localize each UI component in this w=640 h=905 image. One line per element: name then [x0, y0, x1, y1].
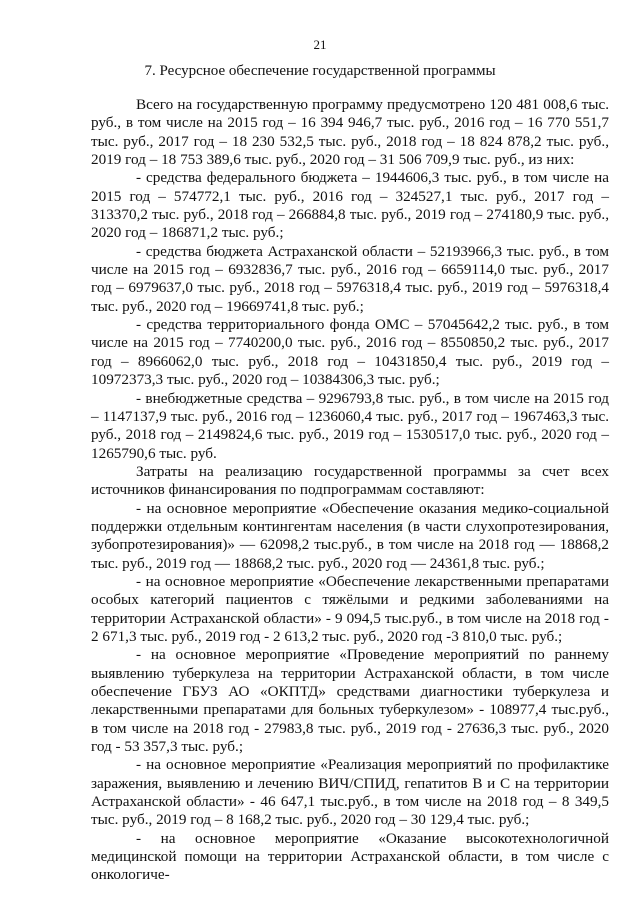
paragraph-extrabudgetary: - внебюджетные средства – 9296793,8 тыс. руб., в том числе на 2015 год – 1147137,9 тыс. руб., 2016 год – 1236060,4 тыс. руб., 2017 год – 1967463,3 тыс. руб., 2018 год – 2149824,6 тыс. руб., 2019 год – 1530517,0 тыс. руб., 2020 год – 1265790,6 тыс. руб.	[91, 389, 609, 462]
paragraph-rare-diseases: - на основное мероприятие «Обеспечение лекарственными препаратами особых категорий пациентов с тяжёлыми и редкими заболеваниями на территории Астраханской области» - 9 094,5 тыс.руб., в том числе на 2018 год - 2 671,3 тыс. руб., 2019 год - 2 613,2 тыс. руб., 2020 год -3 810,0 тыс. руб.;	[91, 572, 609, 645]
page-number: 21	[313, 37, 327, 52]
paragraph-oms-fund: - средства территориального фонда ОМС – 57045642,2 тыс. руб., в том числе на 2015 год – 7740200,0 тыс. руб., 2016 год – 8550850,2 тыс. руб., 2017 год – 8966062,0 тыс. руб., 2018 год – 10431850,4 тыс. руб., 2019 год – 10972373,3 тыс. руб., 2020 год – 10384306,3 тыс. руб.;	[91, 316, 609, 389]
paragraph-hearing-dental: - на основное мероприятие «Обеспечение оказания медико-социальной поддержки отдельным контингентам населения (в части слухопротезирования, зубопротезирования)» — 62098,2 тыс.руб., в том числе на 2018 год — 18868,2 тыс. руб., 2019 год — 18868,2 тыс. руб., 2020 год — 24361,8 тыс. руб.;	[91, 499, 609, 572]
paragraph-federal-budget: - средства федерального бюджета – 1944606,3 тыс. руб., в том числе на 2015 год – 574772,1 тыс. руб., 2016 год – 324527,1 тыс. руб., 2017 год – 313370,2 тыс. руб., 2018 год – 266884,8 тыс. руб., 2019 год – 274180,9 тыс. руб., 2020 год – 186871,2 тыс. руб.;	[91, 169, 609, 242]
paragraph-high-tech-care: - на основное мероприятие «Оказание высокотехнологичной медицинской помощи на территории Астраханской области, в том числе с онкологиче-	[91, 829, 609, 884]
paragraph-total-funding: Всего на государственную программу предусмотрено 120 481 008,6 тыс. руб., в том числе на 2015 год – 16 394 946,7 тыс. руб., 2016 год – 16 770 551,7 тыс. руб., 2017 год – 18 230 532,5 тыс. руб., 2018 год – 18 824 878,2 тыс. руб., 2019 год – 18 753 389,6 тыс. руб., 2020 год – 31 506 709,9 тыс. руб., из них:	[91, 96, 609, 169]
document-body	[91, 96, 609, 885]
paragraph-regional-budget: - средства бюджета Астраханской области – 52193966,3 тыс. руб., в том числе на 2015 год – 6932836,7 тыс. руб., 2016 год – 6659114,0 тыс. руб., 2017 год – 6979637,0 тыс. руб., 2018 год – 5976318,4 тыс. руб., 2019 год – 5976318,4 тыс. руб., 2020 год – 19669741,8 тыс. руб.;	[91, 242, 609, 315]
paragraph-costs-intro: Затраты на реализацию государственной программы за счет всех источников финансирования по подпрограммам составляют:	[91, 462, 609, 499]
section-title: 7. Ресурсное обеспечение государственной программы	[144, 63, 496, 79]
paragraph-hiv-hepatitis: - на основное мероприятие «Реализация мероприятий по профилактике заражения, выявлению и лечению ВИЧ/СПИД, гепатитов В и С на территории Астраханской области» - 46 647,1 тыс.руб., в том числе на 2018 год – 8 349,5 тыс. руб., 2019 год – 8 168,2 тыс. руб., 2020 год – 30 129,4 тыс. руб.;	[91, 756, 609, 829]
paragraph-tuberculosis: - на основное мероприятие «Проведение мероприятий по раннему выявлению туберкулеза на территории Астраханской области, в том числе обеспечение ГБУЗ АО «ОКПТД» средствами диагностики туберкулеза и лекарственными препаратами для больных туберкулезом» - 108977,4 тыс.руб., в том числе на 2018 год - 27983,8 тыс. руб., 2019 год - 27636,3 тыс. руб., 2020 год - 53 357,3 тыс. руб.;	[91, 646, 609, 756]
